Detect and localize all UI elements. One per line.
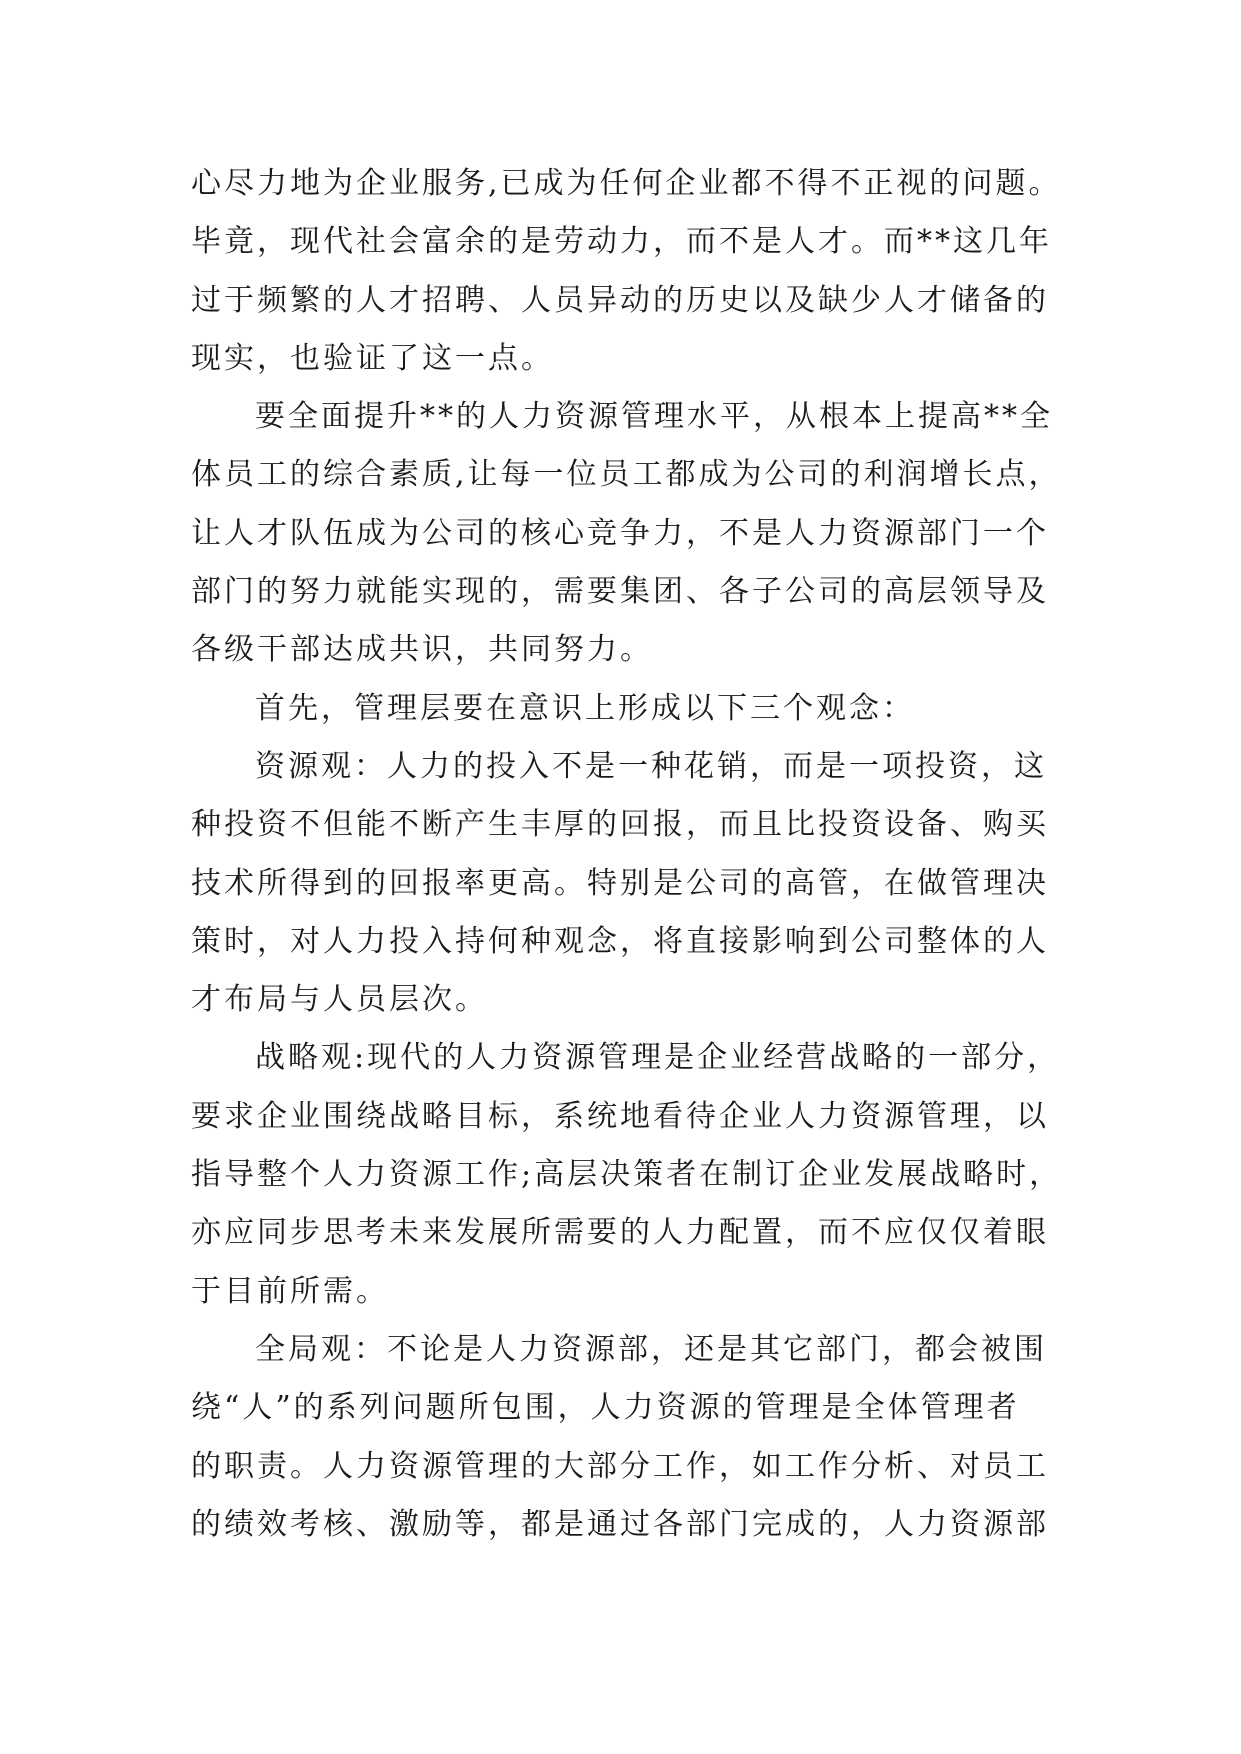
text-line: 的绩效考核、激励等，都是通过各部门完成的，人力资源部 — [191, 1506, 1049, 1542]
text-line: 的职责。人力资源管理的大部分工作，如工作分析、对员工 — [191, 1448, 1049, 1484]
text-line: 部门的努力就能实现的，需要集团、各子公司的高层领导及 — [191, 574, 1049, 610]
text-line: 指导整个人力资源工作;高层决策者在制订企业发展战略时， — [191, 1157, 1063, 1193]
paragraph-2 — [191, 388, 1071, 679]
text-line: 现实，也验证了这一点。 — [191, 340, 554, 376]
text-line: 体员工的综合素质,让每一位员工都成为公司的利润增长点， — [191, 457, 1062, 493]
text-line: 要全面提升**的人力资源管理水平，从根本上提高**全 — [255, 399, 1053, 435]
text-line: 绕“人”的系列问题所包围，人力资源的管理是全体管理者 — [191, 1390, 1020, 1426]
text-line: 技术所得到的回报率更高。特别是公司的高管，在做管理决 — [191, 865, 1049, 901]
text-line: 毕竟，现代社会富余的是劳动力，而不是人才。而**这几年 — [191, 224, 1052, 260]
text-line: 战略观:现代的人力资源管理是企业经营战略的一部分， — [255, 1040, 1061, 1076]
text-line: 策时，对人力投入持何种观念，将直接影响到公司整体的人 — [191, 923, 1049, 959]
paragraph-5 — [191, 1029, 1071, 1320]
paragraph-6 — [191, 1321, 1071, 1554]
text-line: 让人才队伍成为公司的核心竞争力，不是人力资源部门一个 — [191, 515, 1049, 551]
text-line: 过于频繁的人才招聘、人员异动的历史以及缺少人才储备的 — [191, 282, 1049, 318]
text-line: 于目前所需。 — [191, 1273, 389, 1309]
text-line: 资源观：人力的投入不是一种花销，而是一项投资，这 — [255, 748, 1047, 784]
text-line: 才布局与人员层次。 — [191, 982, 488, 1018]
text-line: 首先，管理层要在意识上形成以下三个观念： — [255, 690, 915, 726]
text-line: 要求企业围绕战略目标，系统地看待企业人力资源管理，以 — [191, 1098, 1049, 1134]
text-line: 亦应同步思考未来发展所需要的人力配置，而不应仅仅着眼 — [191, 1215, 1049, 1251]
text-line: 全局观：不论是人力资源部，还是其它部门，都会被围 — [255, 1331, 1047, 1367]
paragraph-3 — [191, 680, 1071, 738]
text-line: 心尽力地为企业服务,已成为任何企业都不得不正视的问题。 — [191, 166, 1062, 201]
document-body — [191, 155, 1071, 1554]
paragraph-4 — [191, 738, 1071, 1029]
text-line: 种投资不但能不断产生丰厚的回报，而且比投资设备、购买 — [191, 807, 1049, 843]
paragraph-1 — [191, 155, 1071, 388]
text-line: 各级干部达成共识，共同努力。 — [191, 632, 653, 668]
